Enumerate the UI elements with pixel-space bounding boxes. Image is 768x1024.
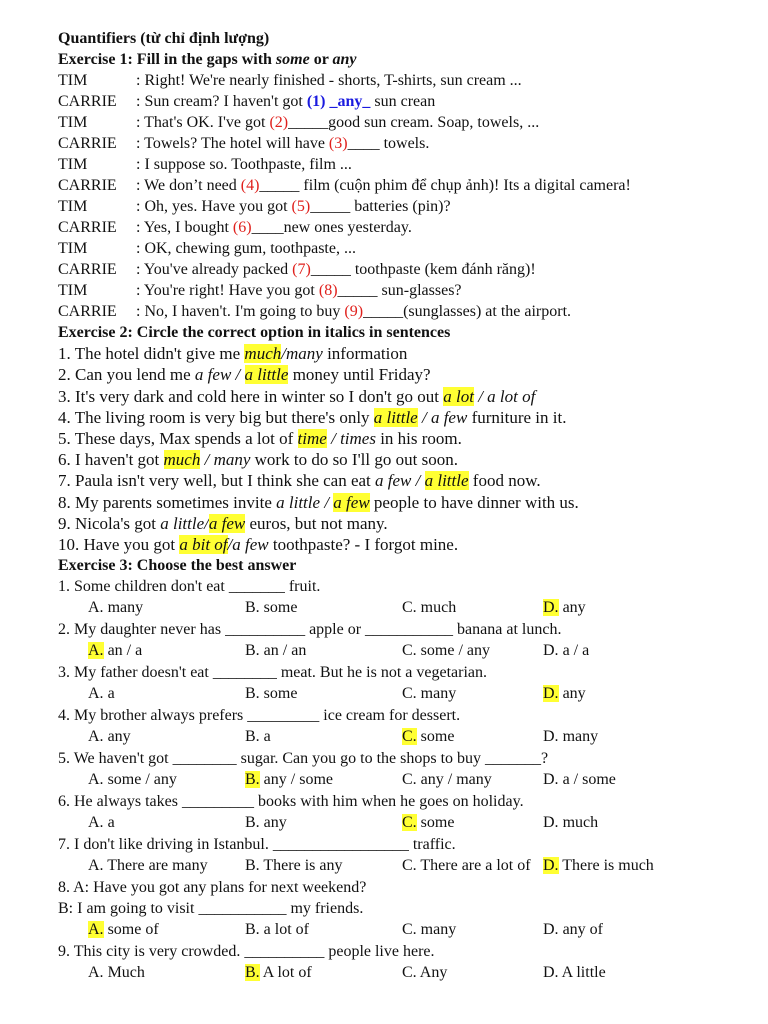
line-text: : Sun cream? I haven't got xyxy=(136,93,307,110)
option-letter: D. xyxy=(543,814,559,832)
answer-option[interactable] xyxy=(402,855,543,877)
answer-option[interactable] xyxy=(88,683,245,705)
dialogue-line xyxy=(58,133,728,154)
option-text: many xyxy=(416,921,457,939)
option-text: any xyxy=(558,599,586,617)
question-text: 9. This city is very crowded. __________ people live here. xyxy=(58,943,435,961)
option-text: an / an xyxy=(259,642,307,660)
sentence-item xyxy=(58,449,728,470)
answer-option[interactable] xyxy=(543,683,716,705)
option-text: There is any xyxy=(259,857,343,875)
option-text: There are a lot of xyxy=(416,857,531,875)
line-text-after: sun crean xyxy=(374,93,436,110)
gap-number: (2) xyxy=(269,114,289,131)
answer-option[interactable] xyxy=(543,919,716,941)
option-text: any / many xyxy=(416,771,492,789)
sentence-text-after: food now. xyxy=(468,471,541,491)
option-letter: B. xyxy=(245,921,260,939)
answer-option[interactable] xyxy=(245,683,402,705)
dialogue-line xyxy=(58,175,728,196)
option-letter: C. xyxy=(402,771,417,789)
option-text: some xyxy=(416,728,455,746)
sentence-text-after: money until Friday? xyxy=(288,365,431,385)
line-text-after: batteries (pin)? xyxy=(350,198,451,215)
speaker-name: CARRIE xyxy=(58,261,117,278)
option-text: some xyxy=(416,814,455,832)
option-separator: / xyxy=(281,344,286,364)
answer-option[interactable] xyxy=(543,597,716,619)
question-text: 6. He always takes _________ books with him when he goes on holiday. xyxy=(58,793,524,811)
option-text: There are many xyxy=(103,857,208,875)
answer-option[interactable] xyxy=(402,597,543,619)
option-a[interactable]: a little xyxy=(160,513,205,533)
sentence-text: 6. I haven't got xyxy=(58,450,164,470)
answer-option[interactable] xyxy=(88,640,245,662)
sentence-text-after: in his room. xyxy=(375,428,462,448)
sentence-item xyxy=(58,364,728,385)
exercise-3-items xyxy=(58,576,728,984)
option-letter: B. xyxy=(245,814,260,832)
question-text: 2. My daughter never has __________ apple or ___________ banana at lunch. xyxy=(58,621,562,639)
question-text: 7. I don't like driving in Istanbul. _________________ traffic. xyxy=(58,836,456,854)
line-text-after: sun-glasses? xyxy=(377,282,462,299)
answer-option[interactable] xyxy=(543,640,716,662)
option-b[interactable]: times xyxy=(340,428,376,448)
option-text: some / any xyxy=(103,771,177,789)
answer-option[interactable] xyxy=(543,962,716,984)
answer-option[interactable] xyxy=(245,726,402,748)
option-b[interactable]: a few xyxy=(232,534,269,554)
speaker-name: TIM xyxy=(58,72,88,89)
sentence-text: 1. The hotel didn't give me xyxy=(58,344,245,364)
answer-option[interactable] xyxy=(245,919,402,941)
sentence-text: 10. Have you got xyxy=(58,534,180,554)
option-text: some xyxy=(259,685,298,703)
answer-options xyxy=(58,855,728,877)
exercise-3 xyxy=(58,555,728,984)
dialogue-line xyxy=(58,217,728,238)
option-text: any xyxy=(558,685,586,703)
line-text: : OK, chewing gum, toothpaste, ... xyxy=(136,240,356,257)
option-separator: / xyxy=(200,450,214,470)
option-separator: / xyxy=(227,534,233,554)
option-text: any / some xyxy=(259,771,333,789)
answer-option[interactable] xyxy=(245,769,402,791)
sentence-text: 4. The living room is very big but there's only xyxy=(58,407,374,427)
option-separator: / xyxy=(417,407,431,427)
exercise-1-heading-text: Exercise 1: Fill in the gaps with xyxy=(58,51,276,68)
answer-options xyxy=(58,769,728,791)
answer-option[interactable] xyxy=(245,597,402,619)
option-text: any of xyxy=(558,921,603,939)
answer-option[interactable] xyxy=(543,769,716,791)
option-b[interactable]: many xyxy=(285,344,323,364)
answer-option[interactable] xyxy=(543,855,716,877)
option-text: a / a xyxy=(558,642,590,660)
option-text: some of xyxy=(103,921,159,939)
dialogue-line xyxy=(58,238,728,259)
option-b[interactable]: a few xyxy=(333,492,370,512)
option-letter: B. xyxy=(245,964,260,982)
option-text: A lot of xyxy=(259,964,312,982)
heading-word-or: or xyxy=(309,51,333,68)
dialogue-line xyxy=(58,259,728,280)
sentence-item xyxy=(58,534,728,555)
option-letter: D. xyxy=(543,857,559,875)
gap-number: (5) xyxy=(291,198,311,215)
option-letter: C. xyxy=(402,921,417,939)
question-text: 5. We haven't got ________ sugar. Can you go to the shops to buy _______? xyxy=(58,750,549,768)
answer-gap[interactable]: _____ xyxy=(288,114,329,131)
line-text-after: (sunglasses) at the airport. xyxy=(403,303,572,320)
option-letter: B. xyxy=(245,728,260,746)
option-text: A little xyxy=(558,964,606,982)
question-text-continued: B: I am going to visit ___________ my friends. xyxy=(58,900,364,918)
line-text: : You're right! Have you got xyxy=(136,282,319,299)
dialogue-line xyxy=(58,301,728,322)
line-text: : You've already packed xyxy=(136,261,293,278)
answer-option[interactable] xyxy=(88,726,245,748)
dialogue-line xyxy=(58,70,728,91)
speaker-name: TIM xyxy=(58,114,88,131)
exercise-2-heading: Exercise 2: Circle the correct option in italics in sentences xyxy=(58,324,451,341)
option-text: some / any xyxy=(416,642,490,660)
option-letter: D. xyxy=(543,771,559,789)
option-b[interactable]: a little xyxy=(244,365,289,385)
heading-word-any: any xyxy=(332,51,357,68)
option-text: many xyxy=(558,728,599,746)
answer-gap[interactable]: _____ xyxy=(310,198,351,215)
option-letter: A. xyxy=(88,642,104,660)
speaker-name: CARRIE xyxy=(58,93,117,110)
answer-option[interactable] xyxy=(402,769,543,791)
speaker-name: CARRIE xyxy=(58,135,117,152)
answer-gap[interactable]: _____ xyxy=(259,177,300,194)
option-separator: / xyxy=(204,513,209,533)
option-a[interactable]: a bit of xyxy=(179,534,228,554)
line-text: : That's OK. I've got xyxy=(136,114,270,131)
speaker-name: CARRIE xyxy=(58,177,117,194)
line-text-after: good sun cream. Soap, towels, ... xyxy=(328,114,540,131)
option-text: a / some xyxy=(558,771,616,789)
sentence-text: 7. Paula isn't very well, but I think she can eat xyxy=(58,471,376,491)
exercise-1-heading xyxy=(58,49,728,70)
dialogue-line xyxy=(58,91,728,112)
gap-number: (9) xyxy=(344,303,364,320)
answer-options xyxy=(58,962,728,984)
dialogue-line xyxy=(58,154,728,175)
sentence-text-after: information xyxy=(322,344,408,364)
answer-options xyxy=(58,726,728,748)
sentence-item xyxy=(58,343,728,364)
question-text: 4. My brother always prefers _________ ice cream for dessert. xyxy=(58,707,461,725)
option-letter: B. xyxy=(245,771,260,789)
option-letter: B. xyxy=(245,685,260,703)
answer-option[interactable] xyxy=(88,919,245,941)
speaker-name: TIM xyxy=(58,198,88,215)
option-text: some xyxy=(259,599,298,617)
option-text: a xyxy=(259,728,271,746)
option-letter: A. xyxy=(88,728,104,746)
speaker-name: TIM xyxy=(58,282,88,299)
option-text: any xyxy=(103,728,131,746)
answer-options xyxy=(58,640,728,662)
speaker-name: TIM xyxy=(58,156,88,173)
option-text: an / a xyxy=(103,642,143,660)
option-letter: A. xyxy=(88,921,104,939)
answer-options xyxy=(58,683,728,705)
answer-gap[interactable]: _____ xyxy=(337,282,378,299)
option-letter: A. xyxy=(88,599,104,617)
sentence-item xyxy=(58,513,728,534)
answer-options xyxy=(58,919,728,941)
option-letter: D. xyxy=(543,599,559,617)
exercise-2-items xyxy=(58,343,728,555)
sentence-item xyxy=(58,492,728,513)
worksheet-title: Quantifiers (từ chỉ định lượng) xyxy=(58,30,270,47)
option-letter: D. xyxy=(543,728,559,746)
sentence-text-after: work to do so I'll go out soon. xyxy=(250,450,458,470)
line-text: : Towels? The hotel will have xyxy=(136,135,329,152)
gap-number: (4) xyxy=(240,177,260,194)
option-a[interactable]: time xyxy=(297,428,327,448)
answer-gap[interactable]: ____ xyxy=(347,135,380,152)
option-a[interactable]: a few xyxy=(375,471,412,491)
sentence-text: 2. Can you lend me xyxy=(58,365,195,385)
answer-option[interactable] xyxy=(543,726,716,748)
sentence-text: 3. It's very dark and cold here in winter so I don't go out xyxy=(58,386,444,406)
option-text: much xyxy=(416,599,457,617)
option-separator: / xyxy=(231,365,245,385)
option-letter: D. xyxy=(543,685,559,703)
option-letter: A. xyxy=(88,814,104,832)
gap-number: (1) xyxy=(306,93,326,110)
option-b[interactable]: a few xyxy=(208,513,246,533)
option-letter: A. xyxy=(88,857,104,875)
option-b[interactable]: a little xyxy=(424,471,469,491)
option-letter: A. xyxy=(88,685,104,703)
option-letter: D. xyxy=(543,964,559,982)
sentence-text-after: toothpaste? - I forgot mine. xyxy=(268,534,459,554)
sentence-text: 8. My parents sometimes invite xyxy=(58,492,277,512)
answer-option[interactable] xyxy=(245,812,402,834)
answer-gap[interactable]: _____ xyxy=(310,261,351,278)
answer-option[interactable] xyxy=(402,683,543,705)
option-text: There is much xyxy=(558,857,654,875)
option-a[interactable]: a little xyxy=(276,492,321,512)
dialogue-line xyxy=(58,196,728,217)
option-b[interactable]: a lot of xyxy=(487,386,536,406)
sentence-text-after: euros, but not many. xyxy=(245,513,388,533)
option-letter: B. xyxy=(245,642,260,660)
option-a[interactable]: a few xyxy=(194,365,232,385)
option-letter: A. xyxy=(88,964,104,982)
option-text: any xyxy=(259,814,287,832)
heading-word-some: some xyxy=(275,51,310,68)
sentence-text: 9. Nicola's got xyxy=(58,513,161,533)
option-text: Much xyxy=(103,964,145,982)
option-text: many xyxy=(103,599,144,617)
sentence-text-after: furniture in it. xyxy=(467,407,567,427)
answer-option[interactable] xyxy=(88,855,245,877)
option-letter: B. xyxy=(245,599,260,617)
answer-option[interactable] xyxy=(88,597,245,619)
gap-number: (7) xyxy=(292,261,311,278)
option-letter: C. xyxy=(402,964,417,982)
line-text-after: new ones yesterday. xyxy=(283,219,412,236)
line-text: : We don’t need xyxy=(136,177,241,194)
answer-option[interactable] xyxy=(402,812,543,834)
option-letter: B. xyxy=(245,857,260,875)
exercise-1 xyxy=(58,49,728,322)
line-text: : Yes, I bought xyxy=(136,219,233,236)
answer-option[interactable] xyxy=(402,919,543,941)
answer-option[interactable] xyxy=(245,640,402,662)
sentence-text-after: people to have dinner with us. xyxy=(369,492,579,512)
option-a[interactable]: much xyxy=(163,450,201,470)
speaker-name: CARRIE xyxy=(58,303,117,320)
answer-options xyxy=(58,597,728,619)
answer-option[interactable] xyxy=(402,726,543,748)
line-text-after: towels. xyxy=(379,135,430,152)
option-a[interactable]: much xyxy=(244,344,282,364)
answer-option[interactable] xyxy=(88,769,245,791)
option-letter: D. xyxy=(543,642,559,660)
speaker-name: TIM xyxy=(58,240,88,257)
option-a[interactable]: a little xyxy=(373,407,418,427)
sentence-text: 5. These days, Max spends a lot of xyxy=(58,428,298,448)
sentence-item xyxy=(58,470,728,491)
option-a[interactable]: a lot xyxy=(443,386,474,406)
answer-option[interactable] xyxy=(543,812,716,834)
answer-option[interactable] xyxy=(245,962,402,984)
option-letter: C. xyxy=(402,728,417,746)
exercise-3-heading: Exercise 3: Choose the best answer xyxy=(58,557,297,575)
line-text: : No, I haven't. I'm going to buy xyxy=(136,303,345,320)
option-separator: / xyxy=(473,386,488,406)
line-text: : I suppose so. Toothpaste, film ... xyxy=(136,156,352,173)
answer-gap[interactable]: _____ xyxy=(363,303,404,320)
sentence-item xyxy=(58,428,728,449)
answer-option[interactable] xyxy=(245,855,402,877)
option-text: a xyxy=(103,685,115,703)
line-text: : Right! We're nearly finished - shorts, T-shirts, sun cream ... xyxy=(136,72,522,89)
speaker-name: CARRIE xyxy=(58,219,117,236)
line-text-after: toothpaste (kem đánh răng)! xyxy=(350,261,536,278)
option-text: Any xyxy=(416,964,448,982)
option-letter: D. xyxy=(543,921,559,939)
question-text: 8. A: Have you got any plans for next weekend? xyxy=(58,879,367,897)
option-text: many xyxy=(416,685,457,703)
gap-number: (6) xyxy=(232,219,252,236)
answer-option[interactable] xyxy=(402,962,543,984)
sentence-item xyxy=(58,407,728,428)
option-letter: C. xyxy=(402,642,417,660)
option-separator: / xyxy=(320,492,334,512)
option-letter: C. xyxy=(402,599,417,617)
dialogue-line xyxy=(58,280,728,301)
answer-options xyxy=(58,812,728,834)
option-letter: A. xyxy=(88,771,104,789)
option-letter: C. xyxy=(402,685,417,703)
gap-number: (8) xyxy=(318,282,338,299)
answer-option[interactable] xyxy=(402,640,543,662)
option-separator: / xyxy=(411,471,425,491)
answer-gap[interactable]: _any_ xyxy=(325,93,375,110)
answer-option[interactable] xyxy=(88,962,245,984)
option-text: much xyxy=(558,814,599,832)
option-b[interactable]: a few xyxy=(430,407,468,427)
option-b[interactable]: many xyxy=(213,450,251,470)
sentence-item xyxy=(58,386,728,407)
option-letter: C. xyxy=(402,814,417,832)
option-text: a lot of xyxy=(259,921,309,939)
gap-number: (3) xyxy=(328,135,348,152)
option-letter: C. xyxy=(402,857,417,875)
question-text: 1. Some children don't eat _______ fruit. xyxy=(58,578,321,596)
question-text: 3. My father doesn't eat ________ meat. But he is not a vegetarian. xyxy=(58,664,487,682)
line-text: : Oh, yes. Have you got xyxy=(136,198,292,215)
option-separator: / xyxy=(326,428,341,448)
option-text: a xyxy=(103,814,115,832)
line-text-after: film (cuộn phim để chụp ảnh)! Its a digital camera! xyxy=(299,177,631,194)
dialogue-lines xyxy=(58,70,728,322)
exercise-2 xyxy=(58,322,728,555)
answer-option[interactable] xyxy=(88,812,245,834)
dialogue-line xyxy=(58,112,728,133)
answer-gap[interactable]: ____ xyxy=(251,219,284,236)
